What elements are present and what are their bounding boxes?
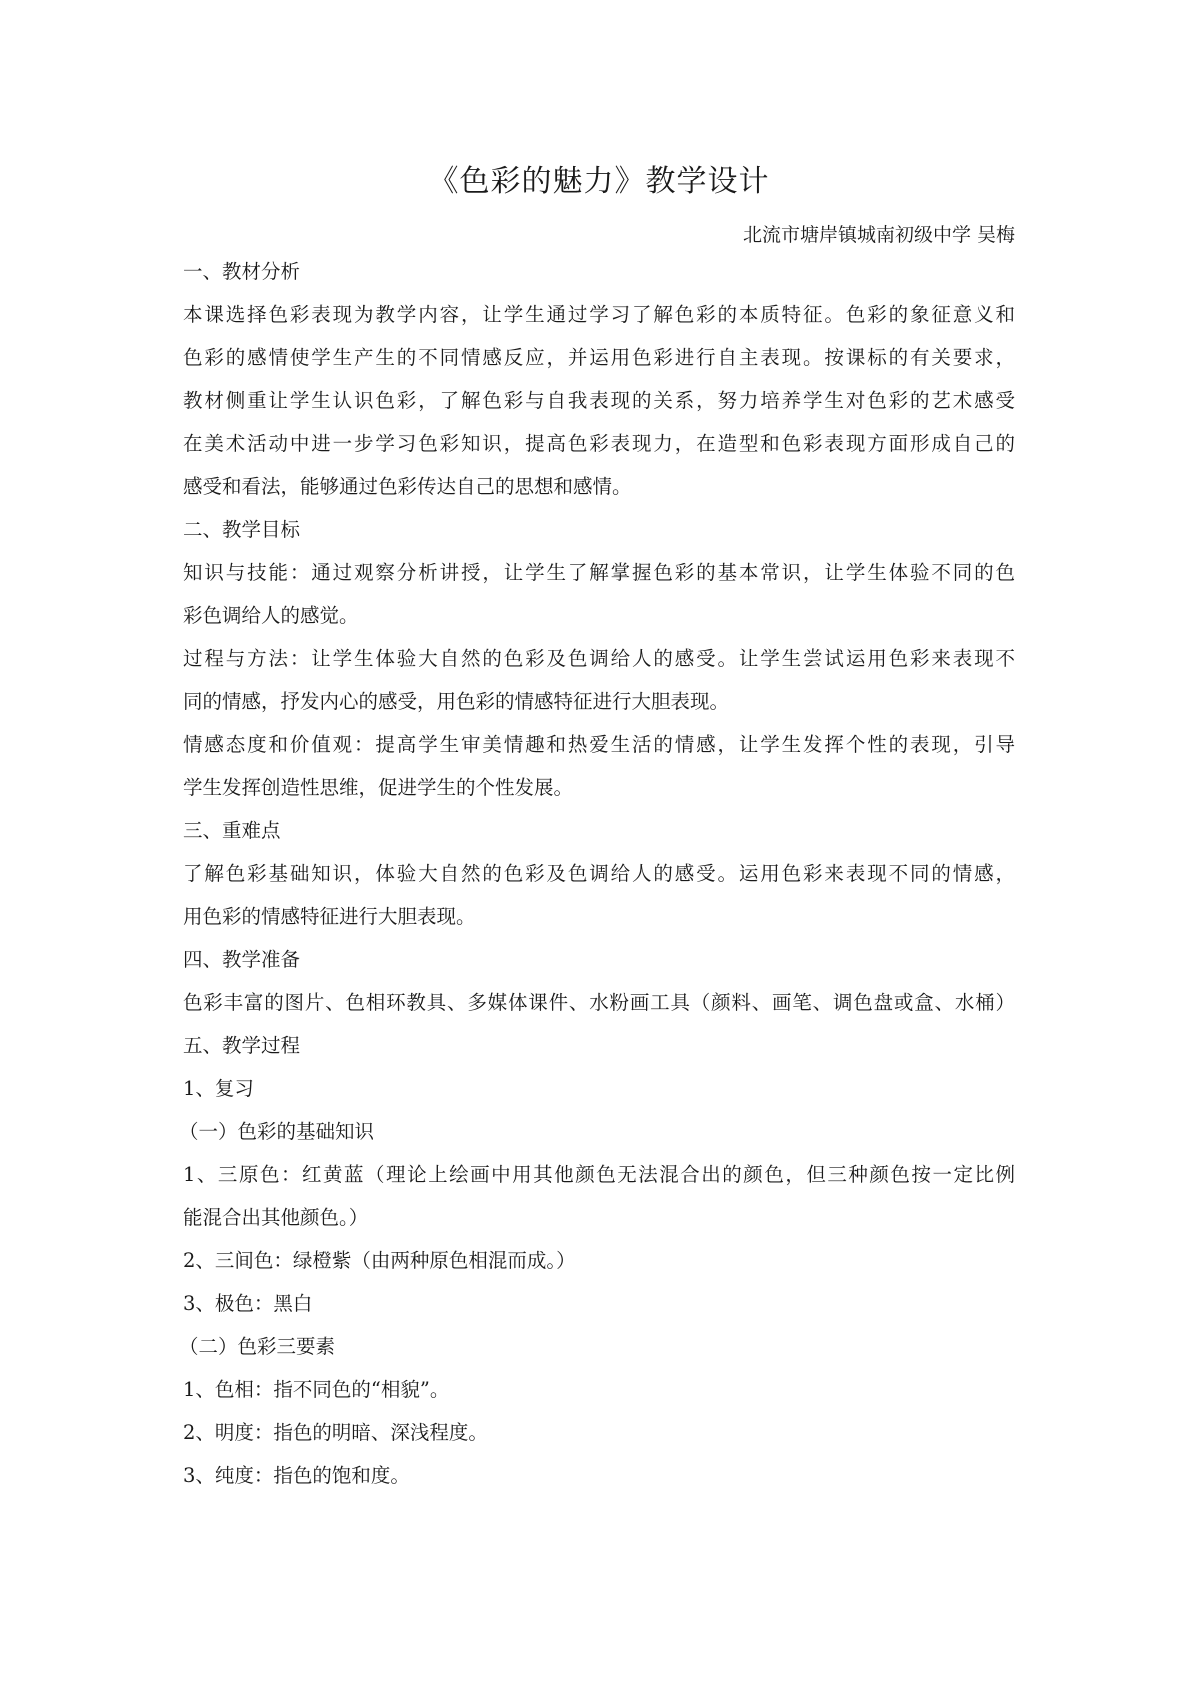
text-line: 二、教学目标 [183, 518, 301, 541]
text-line: 1、复习 [183, 1077, 254, 1100]
text-line: 2、明度：指色的明暗、深浅程度。 [183, 1421, 488, 1444]
text-line: 三、重难点 [183, 819, 281, 842]
text-line: 知识与技能：通过观察分析讲授，让学生了解掌握色彩的基本常识，让学生体验不同的色 [183, 561, 1015, 584]
text-line: 彩色调给人的感觉。 [183, 604, 359, 627]
text-line: 用色彩的情感特征进行大胆表现。 [183, 905, 476, 928]
text-line: 3、纯度：指色的饱和度。 [183, 1464, 410, 1487]
text-line: 本课选择色彩表现为教学内容，让学生通过学习了解色彩的本质特征。色彩的象征意义和 [183, 303, 1015, 326]
text-line: 3、极色：黑白 [183, 1292, 313, 1315]
text-line: 四、教学准备 [183, 948, 301, 971]
text-line: 一、教材分析 [183, 260, 301, 283]
text-line: 1、三原色：红黄蓝（理论上绘画中用其他颜色无法混合出的颜色，但三种颜色按一定比例 [183, 1163, 1015, 1186]
text-line: 教材侧重让学生认识色彩，了解色彩与自我表现的关系，努力培养学生对色彩的艺术感受 [183, 389, 1015, 412]
text-line: 1、色相：指不同色的“相貌”。 [183, 1378, 450, 1401]
text-line: （二）色彩三要素 [179, 1335, 336, 1358]
document-body [179, 250, 1015, 1497]
document-author: 北流市塘岸镇城南初级中学 吴梅 [742, 224, 1015, 246]
text-line: 五、教学过程 [183, 1034, 301, 1057]
text-line: 色彩的感情使学生产生的不同情感反应，并运用色彩进行自主表现。按课标的有关要求， [183, 346, 1015, 369]
text-line: 了解色彩基础知识，体验大自然的色彩及色调给人的感受。运用色彩来表现不同的情感， [183, 862, 1015, 885]
text-line: 情感态度和价值观：提高学生审美情趣和热爱生活的情感，让学生发挥个性的表现，引导 [183, 733, 1015, 756]
text-line: 能混合出其他颜色。） [183, 1206, 369, 1229]
text-line: 同的情感，抒发内心的感受，用色彩的情感特征进行大胆表现。 [183, 690, 730, 713]
document-title: 《色彩的魅力》教学设计 [428, 164, 770, 199]
text-line: 过程与方法：让学生体验大自然的色彩及色调给人的感受。让学生尝试运用色彩来表现不 [183, 647, 1015, 670]
text-line: 2、三间色：绿橙紫（由两种原色相混而成。） [183, 1249, 576, 1272]
text-line: （一）色彩的基础知识 [179, 1120, 375, 1143]
text-line: 学生发挥创造性思维，促进学生的个性发展。 [183, 776, 574, 799]
text-line: 色彩丰富的图片、色相环教具、多媒体课件、水粉画工具（颜料、画笔、调色盘或盒、水桶） [183, 991, 1015, 1014]
text-line: 感受和看法，能够通过色彩传达自己的思想和感情。 [183, 475, 632, 498]
text-line: 在美术活动中进一步学习色彩知识，提高色彩表现力，在造型和色彩表现方面形成自己的 [183, 432, 1015, 455]
